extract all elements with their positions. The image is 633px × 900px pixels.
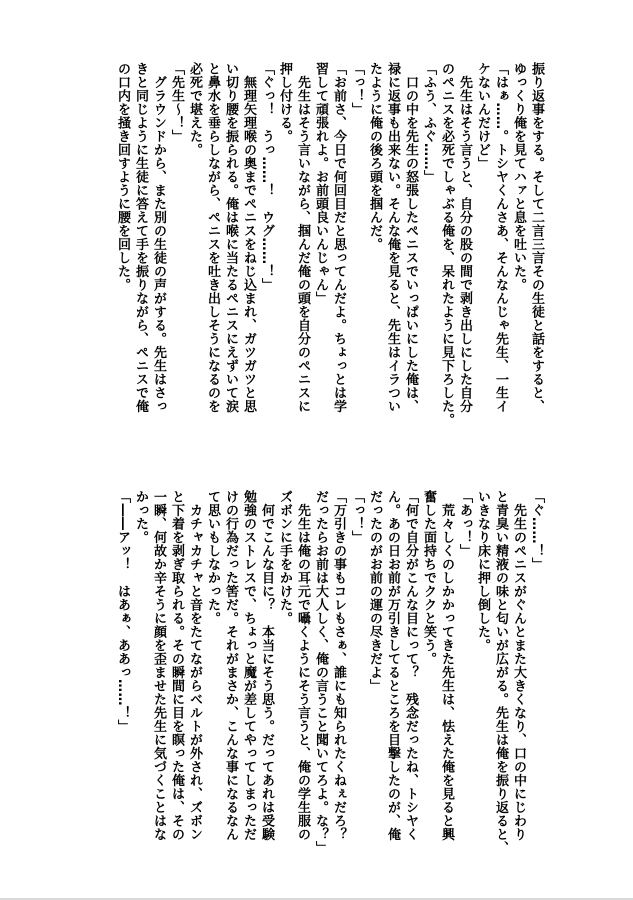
text-line: 勉強のストレスで、ちょっと魔が差してやってしまっただ bbox=[241, 490, 256, 841]
text-line: 何でこんな目に？ 本当にそう思う。だってあれは受験 bbox=[259, 490, 274, 841]
text-line: い切り腰を振られる。俺は喉に当たるペニスにえずいて涙 bbox=[223, 62, 238, 413]
text-line: と下着を剥ぎ取られる。その瞬間に目を瞑った俺は、その bbox=[169, 490, 184, 841]
text-line: 「はぁ……。トシヤくんさあ、そんなんじゃ先生、一生イ bbox=[493, 62, 508, 413]
text-line: 一瞬、何故か辛そうに顔を歪ませた先生に気づくことはな bbox=[151, 490, 166, 841]
text-line: 「万引きの事もコレもさぁ、誰にも知られたくねぇだろ？ bbox=[331, 490, 346, 841]
text-line: 禄に返事も出来ない。そんな俺を見ると、先生はイラつい bbox=[385, 62, 400, 413]
text-line: ん。あの日お前が万引きしてるところを目撃したのが、俺 bbox=[385, 490, 400, 841]
text-line: だったらお前は大人しく、俺の言うこと聞いてろよ。な？」 bbox=[313, 490, 328, 855]
text-line: のペニスを必死でしゃぶる俺を、呆れたように見下ろした。 bbox=[439, 62, 454, 427]
text-line: の口内を掻き回すように腰を回した。 bbox=[115, 62, 130, 292]
text-line: 習して頑張れよ。お前頭良いんじゃん」 bbox=[313, 62, 328, 305]
text-line: 「ぐっ！ うっ……！ ウグ……！」 bbox=[259, 62, 274, 292]
text-line: 先生のペニスがぐんとまた大きくなり、口の中にじわり bbox=[511, 490, 526, 841]
text-line: 先生はそう言うと、自分の股の間で剥き出しにした自分 bbox=[457, 62, 472, 413]
text-line: けの行為だった筈だ。それがまさか、こんな事になるなん bbox=[223, 490, 238, 841]
text-line: 「先生〜！」 bbox=[169, 62, 184, 143]
text-block-bottom bbox=[113, 490, 545, 870]
text-line: 先生はそう言いながら、掴んだ俺の頭を自分のペニスに bbox=[295, 62, 310, 413]
text-line: 「ぐ……！」 bbox=[529, 490, 544, 571]
text-line: ズボンに手をかけた。 bbox=[277, 490, 292, 625]
text-line: 先生は俺の耳元で囁くようにそう言うと、俺の学生服の bbox=[295, 490, 310, 841]
text-line: 振り返事をする。そして二言三言その生徒と話をすると、 bbox=[529, 62, 544, 413]
text-line: 「何で自分がこんな目にって？ 残念だったね、トシヤく bbox=[403, 490, 418, 841]
text-line: 「あっ！」 bbox=[457, 490, 472, 558]
text-line: 奮した面持ちでククと笑う。 bbox=[421, 490, 436, 666]
text-line: 「お前さ、今日で何回目だと思ってんだよ。ちょっとは学 bbox=[331, 62, 346, 413]
text-line: グラウンドから、また別の生徒の声がする。先生はさっ bbox=[151, 62, 166, 413]
text-line: 必死で堪えた。 bbox=[187, 62, 202, 157]
text-line: ゆっくり俺を見てハァと息を吐いた。 bbox=[511, 62, 526, 292]
text-line: と青臭い精液の味と匂いが広がる。先生は俺を振り返ると、 bbox=[493, 490, 508, 855]
text-line: 口の中を先生の怒張したペニスでいっぱいにした俺は、 bbox=[403, 62, 418, 413]
text-line: て思いもしなかった。 bbox=[205, 490, 220, 625]
text-line: ケないんだけど」 bbox=[475, 62, 490, 170]
text-line: 「っ！」 bbox=[349, 62, 364, 116]
text-line: 「っ！」 bbox=[349, 490, 364, 544]
text-line: 「――アッ！ はあぁ、ああっ……！」 bbox=[115, 490, 130, 733]
text-line: 荒々しくのしかかってきた先生は、怯えた俺を見ると興 bbox=[439, 490, 454, 841]
text-line: 「ふう、ふぐ……」 bbox=[421, 62, 436, 184]
text-block-top bbox=[113, 62, 545, 452]
text-line: かった。 bbox=[133, 490, 148, 544]
text-line: と鼻水を垂らしながら、ペニスを吐き出しそうになるのを bbox=[205, 62, 220, 413]
text-line: たように俺の後ろ頭を掴んだ。 bbox=[367, 62, 382, 251]
text-line: いきなり床に押し倒した。 bbox=[475, 490, 490, 652]
text-line: 押し付ける。 bbox=[277, 62, 292, 143]
text-line: 無理矢理喉の奥までペニスをねじ込まれ、ガツガツと思 bbox=[241, 62, 256, 413]
text-line: きと同じように生徒に答えて手を振りながら、ペニスで俺 bbox=[133, 62, 148, 413]
text-line: だったのがお前の運の尽きだよ」 bbox=[367, 490, 382, 693]
text-line: カチャカチャと音をたてながらベルトが外され、ズボン bbox=[187, 490, 202, 841]
